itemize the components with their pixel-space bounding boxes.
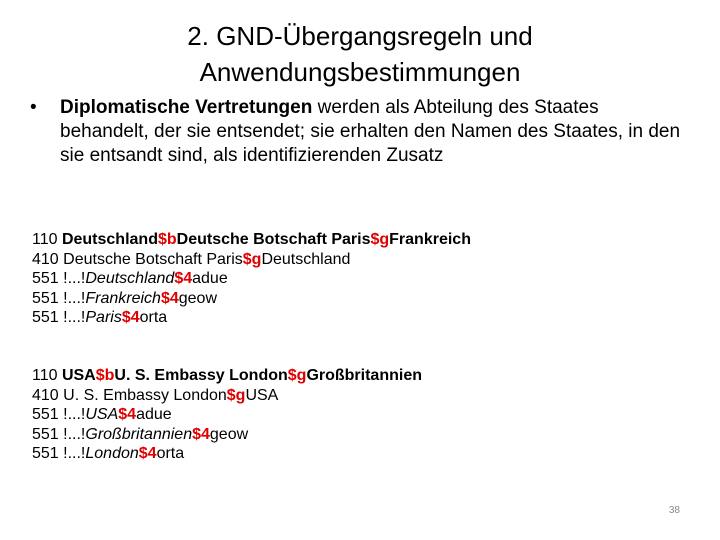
record-block-deutschland — [32, 230, 672, 328]
field-tag: 551 !...! — [32, 445, 86, 462]
field-tag: 551 !...! — [32, 289, 86, 307]
subfield-code: $g — [287, 367, 307, 384]
bullet-rest: werden als Abteilung des Staates behandelt, der sie entsendet; sie erhalten den Namen des Staates, in den sie entsandt sind, als identifizierenden Zusatz — [60, 97, 681, 166]
field-tag: 410 Deutsche Botschaft Paris — [32, 250, 243, 268]
record-line-110 — [32, 230, 672, 250]
field-value: Großbritannien — [306, 367, 422, 384]
subfield-code: $4 — [174, 270, 193, 287]
subfield-code: $4 — [138, 445, 157, 462]
field-value: Paris — [85, 309, 122, 326]
relation-code: orta — [139, 309, 168, 326]
record-line-551 — [32, 425, 672, 445]
record-line-551 — [32, 405, 672, 425]
subfield-code: $4 — [160, 289, 179, 307]
field-value: Deutschland — [85, 270, 175, 287]
relation-code: adue — [192, 270, 228, 287]
subfield-code: $g — [242, 250, 262, 268]
slide-title — [120, 18, 600, 90]
subfield-code: $4 — [192, 425, 210, 443]
field-value: Deutschland — [61, 231, 158, 248]
field-value: USA — [85, 406, 119, 423]
field-value: USA — [61, 367, 96, 384]
record-line-410 — [32, 250, 672, 270]
field-tag: 551 !...! — [32, 406, 86, 423]
subfield-code: $b — [157, 231, 177, 248]
relation-code: geow — [209, 425, 249, 443]
field-value: Frankreich — [85, 289, 161, 307]
record-line-551 — [32, 444, 672, 464]
subfield-code: $4 — [121, 309, 140, 326]
bullet-marker: • — [30, 97, 37, 118]
field-value: Großbritannien — [85, 425, 193, 443]
title-line-1: 2. GND-Übergangsregeln und — [187, 21, 533, 51]
relation-code: adue — [136, 406, 172, 423]
record-line-551 — [32, 269, 672, 289]
subfield-code: $g — [370, 231, 390, 248]
field-value: Frankreich — [389, 231, 471, 248]
bullet-point — [30, 96, 690, 168]
field-value: USA — [245, 386, 279, 404]
field-value: Deutschland — [261, 250, 351, 268]
field-tag: 551 !...! — [32, 270, 86, 287]
field-value: U. S. Embassy London — [114, 367, 288, 384]
field-value: London — [85, 445, 139, 462]
relation-code: geow — [178, 289, 217, 307]
subfield-code: $4 — [118, 406, 137, 423]
subfield-code: $g — [226, 386, 246, 404]
record-line-551 — [32, 289, 672, 309]
field-value: Deutsche Botschaft Paris — [176, 231, 371, 248]
record-line-110 — [32, 366, 672, 386]
field-tag: 410 U. S. Embassy London — [32, 386, 227, 404]
field-tag: 110 — [32, 367, 62, 384]
record-line-410 — [32, 386, 672, 406]
record-line-551 — [32, 308, 672, 328]
subfield-code: $b — [95, 367, 115, 384]
bullet-bold-term: Diplomatische Vertretungen — [60, 97, 313, 118]
bullet-text — [60, 96, 690, 168]
record-block-usa — [32, 366, 672, 464]
relation-code: orta — [156, 445, 185, 462]
page-number: 38 — [668, 505, 680, 516]
field-tag: 551 !...! — [32, 309, 86, 326]
field-tag: 110 — [32, 231, 62, 248]
field-tag: 551 !...! — [32, 425, 86, 443]
title-line-2: Anwendungsbestimmungen — [199, 57, 521, 87]
